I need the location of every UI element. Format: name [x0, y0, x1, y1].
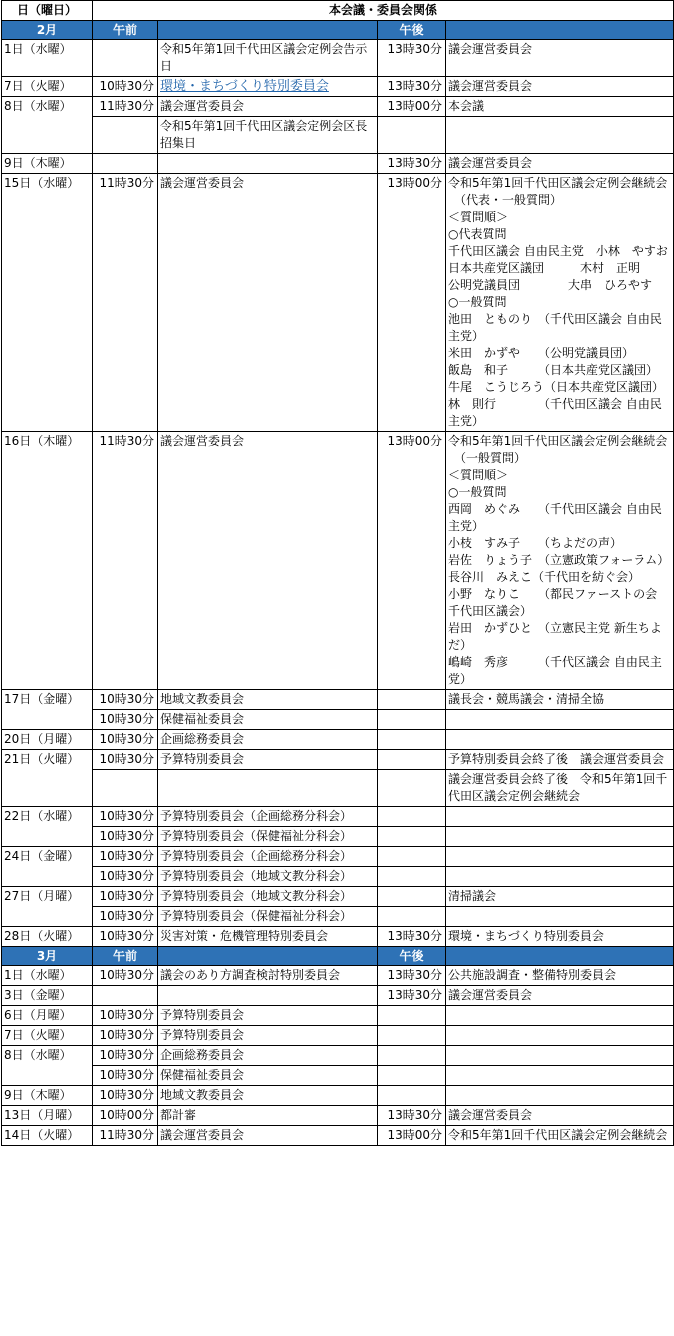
pm-time — [378, 827, 446, 847]
pm-description — [446, 907, 674, 927]
pm-blank — [446, 21, 674, 40]
day-cell: 22日（水曜） — [2, 807, 93, 847]
am-time — [93, 986, 158, 1006]
pm-description — [446, 1026, 674, 1046]
pm-time — [378, 847, 446, 867]
am-time: 10時30分 — [93, 927, 158, 947]
day-cell: 13日（月曜） — [2, 1106, 93, 1126]
pm-time — [378, 117, 446, 154]
schedule-row — [2, 927, 674, 947]
am-time: 10時30分 — [93, 867, 158, 887]
day-cell: 7日（火曜） — [2, 77, 93, 97]
pm-time — [378, 1046, 446, 1066]
am-description: 令和5年第1回千代田区議会定例会告示日 — [158, 40, 378, 77]
am-description: 予算特別委員会 — [158, 1026, 378, 1046]
am-time: 11時30分 — [93, 174, 158, 432]
am-time: 10時30分 — [93, 1006, 158, 1026]
pm-description-text: 環境・まちづくり特別委員会 — [448, 929, 604, 943]
am-description: 議会運営委員会 — [158, 432, 378, 690]
day-cell: 9日（木曜） — [2, 154, 93, 174]
pm-time — [378, 750, 446, 770]
day-cell: 8日（水曜） — [2, 1046, 93, 1086]
pm-description — [446, 40, 674, 77]
schedule-row — [2, 1086, 674, 1106]
pm-description — [446, 1066, 674, 1086]
schedule-row — [2, 710, 674, 730]
day-cell: 9日（木曜） — [2, 1086, 93, 1106]
committee-link[interactable]: 環境・まちづくり特別委員会 — [160, 79, 329, 94]
pm-description — [446, 690, 674, 710]
pm-description — [446, 1106, 674, 1126]
pm-description-text: 議会運営委員会 — [448, 1108, 533, 1122]
schedule-row — [2, 907, 674, 927]
pm-description — [446, 77, 674, 97]
pm-description — [446, 97, 674, 117]
am-time: 10時30分 — [93, 750, 158, 770]
pm-time: 13時30分 — [378, 77, 446, 97]
am-description: 議会運営委員会 — [158, 97, 378, 117]
pm-time — [378, 690, 446, 710]
am-description — [158, 986, 378, 1006]
am-time: 10時30分 — [93, 77, 158, 97]
schedule-row — [2, 154, 674, 174]
am-description: 予算特別委員会（地域文教分科会） — [158, 867, 378, 887]
am-time: 10時30分 — [93, 807, 158, 827]
pm-description — [446, 847, 674, 867]
pm-label: 午後 — [378, 21, 446, 40]
day-cell: 7日（火曜） — [2, 1026, 93, 1046]
schedule-row — [2, 730, 674, 750]
pm-time: 13時30分 — [378, 154, 446, 174]
pm-description-text: 清掃議会 — [448, 889, 497, 903]
day-cell: 21日（火曜） — [2, 750, 93, 807]
am-description: 予算特別委員会（地域文教分科会） — [158, 887, 378, 907]
schedule-row — [2, 847, 674, 867]
day-cell: 1日（水曜） — [2, 40, 93, 77]
pm-time: 13時00分 — [378, 97, 446, 117]
pm-description — [446, 1006, 674, 1026]
am-time: 10時30分 — [93, 1066, 158, 1086]
day-cell: 16日（木曜） — [2, 432, 93, 690]
am-description: 企画総務委員会 — [158, 1046, 378, 1066]
am-blank — [158, 21, 378, 40]
am-time: 11時30分 — [93, 1126, 158, 1146]
pm-time: 13時30分 — [378, 40, 446, 77]
day-cell: 6日（月曜） — [2, 1006, 93, 1026]
day-cell: 15日（水曜） — [2, 174, 93, 432]
pm-description-text: 令和5年第1回千代田区議会定例会継続会 — [448, 1128, 668, 1142]
am-time: 10時30分 — [93, 710, 158, 730]
pm-description — [446, 807, 674, 827]
schedule-row — [2, 867, 674, 887]
pm-description — [446, 750, 674, 770]
pm-description — [446, 966, 674, 986]
pm-time: 13時00分 — [378, 174, 446, 432]
schedule-row — [2, 1046, 674, 1066]
pm-time — [378, 730, 446, 750]
am-label: 午前 — [93, 947, 158, 966]
am-time — [93, 40, 158, 77]
am-description: 保健福祉委員会 — [158, 710, 378, 730]
am-description — [158, 154, 378, 174]
pm-description-text: 議会運営委員会 — [448, 42, 533, 56]
schedule-row — [2, 97, 674, 117]
am-description: 災害対策・危機管理特別委員会 — [158, 927, 378, 947]
pm-time — [378, 1026, 446, 1046]
pm-blank — [446, 947, 674, 966]
schedule-row — [2, 1066, 674, 1086]
pm-description-text: 議会運営委員会終了後 令和5年第1回千代田区議会定例会継続会 — [448, 772, 668, 803]
schedule-row — [2, 807, 674, 827]
pm-description-text: 予算特別委員会終了後 議会運営委員会 — [448, 752, 665, 766]
pm-description — [446, 827, 674, 847]
schedule-row — [2, 40, 674, 77]
day-cell: 20日（月曜） — [2, 730, 93, 750]
schedule-row — [2, 750, 674, 770]
pm-description — [446, 174, 674, 432]
pm-description — [446, 1126, 674, 1146]
am-description: 保健福祉委員会 — [158, 1066, 378, 1086]
am-time: 10時30分 — [93, 966, 158, 986]
day-cell: 24日（金曜） — [2, 847, 93, 887]
am-label: 午前 — [93, 21, 158, 40]
pm-time: 13時30分 — [378, 986, 446, 1006]
schedule-row — [2, 1106, 674, 1126]
pm-time — [378, 1086, 446, 1106]
am-description: 予算特別委員会（保健福祉分科会） — [158, 827, 378, 847]
day-cell: 28日（火曜） — [2, 927, 93, 947]
pm-time — [378, 907, 446, 927]
day-cell: 14日（火曜） — [2, 1126, 93, 1146]
pm-time: 13時00分 — [378, 432, 446, 690]
am-time: 10時30分 — [93, 1026, 158, 1046]
pm-description — [446, 927, 674, 947]
am-description[interactable] — [158, 77, 378, 97]
am-description: 企画総務委員会 — [158, 730, 378, 750]
schedule-row — [2, 986, 674, 1006]
am-time: 10時30分 — [93, 847, 158, 867]
schedule-row — [2, 432, 674, 690]
pm-description-text: 議長会・競馬議会・清掃全協 — [448, 692, 605, 706]
day-cell: 27日（月曜） — [2, 887, 93, 927]
am-description: 予算特別委員会（保健福祉分科会） — [158, 907, 378, 927]
schedule-row — [2, 690, 674, 710]
am-description: 予算特別委員会（企画総務分科会） — [158, 847, 378, 867]
month-label: 3月 — [2, 947, 93, 966]
pm-description — [446, 154, 674, 174]
pm-time — [378, 1006, 446, 1026]
schedule-title: 本会議・委員会関係 — [93, 1, 674, 21]
am-time: 10時30分 — [93, 907, 158, 927]
am-time: 10時30分 — [93, 690, 158, 710]
pm-time — [378, 807, 446, 827]
am-description — [158, 770, 378, 807]
am-time — [93, 154, 158, 174]
am-time: 10時30分 — [93, 1086, 158, 1106]
pm-description-text: 令和5年第1回千代田区議会定例会継続会 （一般質問） ＜質問順＞ ○一般質問 西岡 めぐみ （千代田区議会 自由民主党） 小枝 すみ子 （ちよだの声） 岩佐 りょう子 （立憲政策フォーラム） 長谷川 みえこ（千代田を紡ぐ会） 小野 なりこ （都民ファーストの会 千代田区議会） 岩田 かずひと （立憲民主党 新生ちよだ） 嶋崎 秀彦 （千代区議会 自由民主党） — [448, 434, 670, 686]
schedule-row — [2, 827, 674, 847]
pm-time — [378, 710, 446, 730]
pm-label: 午後 — [378, 947, 446, 966]
am-time: 10時30分 — [93, 887, 158, 907]
schedule-row — [2, 1006, 674, 1026]
am-time — [93, 770, 158, 807]
pm-description — [446, 867, 674, 887]
am-time: 10時00分 — [93, 1106, 158, 1126]
am-time: 11時30分 — [93, 97, 158, 117]
am-blank — [158, 947, 378, 966]
month-label: 2月 — [2, 21, 93, 40]
pm-description — [446, 1046, 674, 1066]
pm-description — [446, 887, 674, 907]
pm-description-text: 議会運営委員会 — [448, 79, 533, 93]
am-description: 都計審 — [158, 1106, 378, 1126]
am-time: 10時30分 — [93, 730, 158, 750]
pm-time — [378, 867, 446, 887]
pm-description-text: 議会運営委員会 — [448, 988, 533, 1002]
pm-time: 13時30分 — [378, 966, 446, 986]
am-description: 令和5年第1回千代田区議会定例会区長招集日 — [158, 117, 378, 154]
am-description: 議会運営委員会 — [158, 174, 378, 432]
pm-time: 13時00分 — [378, 1126, 446, 1146]
pm-description-text: 議会運営委員会 — [448, 156, 533, 170]
month-header-row — [2, 947, 674, 966]
schedule-table — [1, 0, 674, 1146]
am-description: 議会のあり方調査検討特別委員会 — [158, 966, 378, 986]
schedule-row — [2, 77, 674, 97]
am-time: 10時30分 — [93, 827, 158, 847]
day-cell: 17日（金曜） — [2, 690, 93, 730]
schedule-row — [2, 770, 674, 807]
pm-time — [378, 770, 446, 807]
pm-description-text: 令和5年第1回千代田区議会定例会継続会 （代表・一般質問） ＜質問順＞ ○代表質問 千代田区議会 自由民主党 小林 やすお 日本共産党区議団 木村 正明 公明党議員団 大串 ひろやす ○一般質問 池田 とものり （千代田区議会 自由民主党） 米田 かずや （公明党議員団） 飯島 和子 （日本共産党区議団） 牛尾 こうじろう（日本共産党区議団） 林 則行 （千代田区議会 自由民主党） — [448, 176, 668, 428]
am-time — [93, 117, 158, 154]
am-description: 地域文教委員会 — [158, 690, 378, 710]
am-time: 11時30分 — [93, 432, 158, 690]
am-description: 予算特別委員会 — [158, 750, 378, 770]
pm-description-text: 公共施設調査・整備特別委員会 — [448, 968, 617, 982]
schedule-row — [2, 1126, 674, 1146]
day-column-header: 日（曜日） — [2, 1, 93, 21]
day-cell: 3日（金曜） — [2, 986, 93, 1006]
am-time: 10時30分 — [93, 1046, 158, 1066]
schedule-row — [2, 174, 674, 432]
pm-description — [446, 986, 674, 1006]
am-description: 議会運営委員会 — [158, 1126, 378, 1146]
schedule-row — [2, 1026, 674, 1046]
pm-description — [446, 432, 674, 690]
am-description: 予算特別委員会（企画総務分科会） — [158, 807, 378, 827]
header-row — [2, 1, 674, 21]
pm-time: 13時30分 — [378, 927, 446, 947]
schedule-row — [2, 117, 674, 154]
month-header-row — [2, 21, 674, 40]
schedule-row — [2, 887, 674, 907]
schedule-row — [2, 966, 674, 986]
pm-description — [446, 117, 674, 154]
pm-time — [378, 1066, 446, 1086]
am-description: 予算特別委員会 — [158, 1006, 378, 1026]
pm-description — [446, 1086, 674, 1106]
day-cell: 8日（水曜） — [2, 97, 93, 154]
pm-description — [446, 730, 674, 750]
pm-time — [378, 887, 446, 907]
pm-description — [446, 770, 674, 807]
pm-description — [446, 710, 674, 730]
day-cell: 1日（水曜） — [2, 966, 93, 986]
pm-description-text: 本会議 — [448, 99, 485, 113]
am-description: 地域文教委員会 — [158, 1086, 378, 1106]
pm-time: 13時30分 — [378, 1106, 446, 1126]
